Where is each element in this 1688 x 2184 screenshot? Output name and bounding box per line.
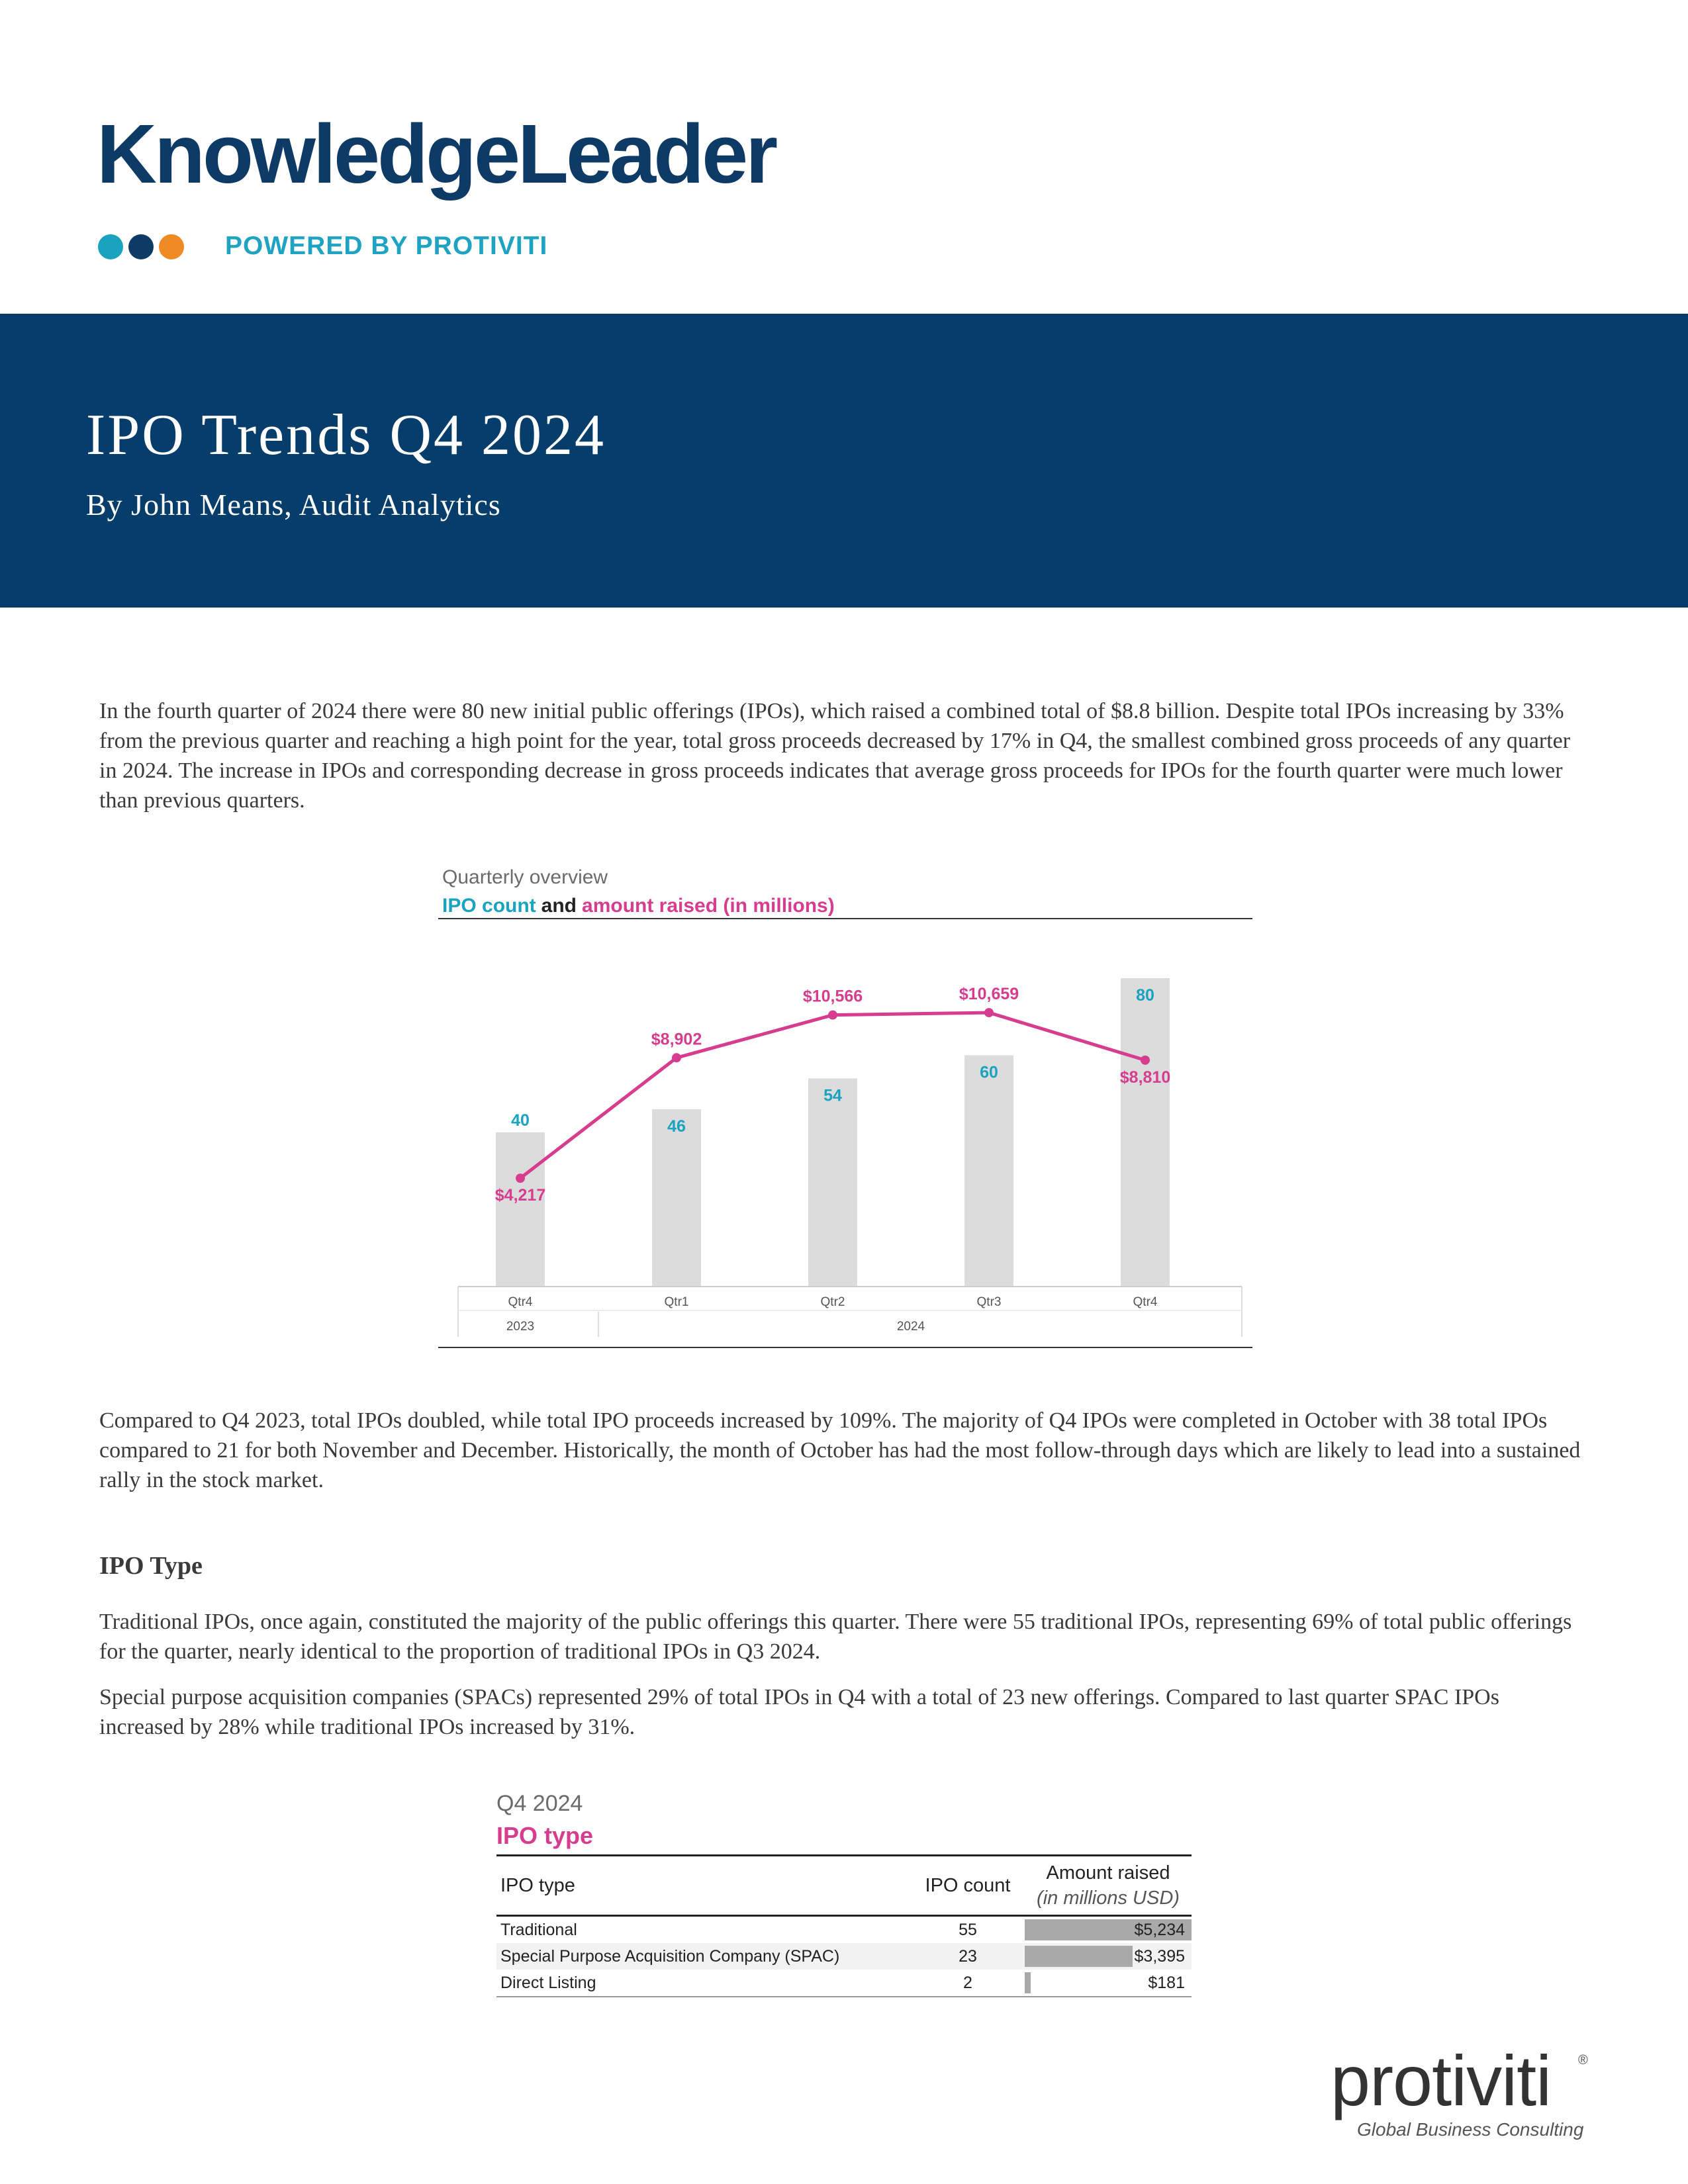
table-row — [496, 1970, 1192, 1997]
amount-point — [672, 1053, 681, 1062]
row-type: Direct Listing — [500, 1973, 596, 1992]
title-banner — [0, 314, 1688, 608]
subtitle-and: and — [541, 895, 577, 917]
amount-data-label: $4,217 — [494, 1186, 546, 1205]
amount-data-label: $10,566 — [802, 987, 863, 1006]
count-bar — [1121, 978, 1170, 1287]
count-bar — [964, 1056, 1013, 1287]
row-amount: $3,395 — [1134, 1946, 1185, 1966]
count-bar — [652, 1109, 701, 1287]
dot-orange-icon — [159, 234, 184, 259]
count-bar — [808, 1078, 857, 1287]
row-count: 55 — [959, 1920, 977, 1939]
header-amount-label: Amount raised — [1046, 1862, 1170, 1884]
header-ipo-count: IPO count — [925, 1874, 1011, 1896]
count-data-label: 54 — [823, 1086, 842, 1105]
row-amount-cell — [1025, 1943, 1192, 1970]
table-title: IPO type — [496, 1822, 594, 1849]
protiviti-logo — [1331, 2040, 1595, 2140]
dot-navy-icon — [128, 234, 154, 259]
row-amount-cell — [1025, 1916, 1192, 1944]
table-row — [496, 1916, 1192, 1944]
table-period: Q4 2024 — [496, 1791, 583, 1816]
registered-mark: ® — [1578, 2053, 1588, 2068]
knowledgeleader-logo: KnowledgeLeader — [97, 107, 776, 201]
x-tick-label: Qtr2 — [820, 1295, 845, 1309]
table-header-row — [496, 1856, 1192, 1916]
x-tick-label: Qtr1 — [664, 1295, 689, 1309]
ipo-type-table — [496, 1854, 1192, 1997]
comparison-paragraph: Compared to Q4 2023, total IPOs doubled, while total IPO proceeds increased by 109%. The majority of Q4 IPOs were completed in October with 38 total IPOs compared to 21 for both November and December. Historically, the month of October has had the most follow-through days which are likely to lead into a sustained rally in the stock market. — [99, 1408, 1581, 1492]
amount-data-label: $10,659 — [959, 985, 1019, 1004]
subtitle-amount: amount raised (in millions) — [582, 895, 835, 917]
row-amount: $181 — [1148, 1973, 1185, 1992]
header-amount — [1025, 1856, 1192, 1916]
table-row — [496, 1943, 1192, 1970]
row-count: 2 — [963, 1973, 972, 1992]
chart-subtitle — [442, 895, 835, 917]
count-data-label: 60 — [980, 1063, 998, 1082]
spac-paragraph: Special purpose acquisition companies (SPACs) represented 29% of total IPOs in Q4 with a total of 23 new offerings. Compared to last quarter SPAC IPOs increased by 28% while traditional IPOs increased by 31%. — [99, 1685, 1499, 1739]
page-title: IPO Trends Q4 2024 — [86, 403, 606, 467]
x-tick-label: Qtr4 — [1133, 1295, 1158, 1309]
section-heading-ipo-type: IPO Type — [99, 1552, 203, 1580]
header-amount-unit: (in millions USD) — [1037, 1888, 1180, 1909]
quarterly-overview-chart — [424, 860, 1258, 1350]
amount-data-label: $8,810 — [1119, 1068, 1171, 1087]
protiviti-wordmark: protiviti — [1331, 2040, 1552, 2120]
ipo-type-table-block — [496, 1792, 1192, 1997]
amount-point — [984, 1008, 994, 1017]
byline: By John Means, Audit Analytics — [86, 488, 501, 522]
year-group-label: 2024 — [896, 1320, 925, 1334]
amount-point — [1141, 1056, 1150, 1065]
powered-by-tagline: POWERED BY PROTIVITI — [225, 232, 548, 260]
intro-paragraph: In the fourth quarter of 2024 there were 80 new initial public offerings (IPOs), which raised a combined total of $8.8 billion. Despite total IPOs increasing by 33% from the previous quarter and reaching a high point for the year, total gross proceeds decreased by 17% in Q4, the smallest combined gross proceeds of any quarter in 2024. The increase in IPOs and corresponding decrease in gross proceeds indicates that average gross proceeds for IPOs for the fourth quarter were much lower than previous quarters. — [99, 699, 1571, 813]
dot-teal-icon — [98, 234, 123, 259]
row-amount-cell — [1025, 1970, 1192, 1997]
count-data-label: 80 — [1136, 986, 1154, 1005]
amount-data-label: $8,902 — [651, 1030, 702, 1049]
count-data-label: 40 — [511, 1111, 530, 1130]
row-type: Special Purpose Acquisition Company (SPAC) — [500, 1946, 840, 1966]
subtitle-count: IPO count — [442, 895, 536, 917]
traditional-paragraph: Traditional IPOs, once again, constituted the majority of the public offerings this quarter. There were 55 traditional IPOs, representing 69% of total public offerings for the quarter, nearly identical to the proportion of traditional IPOs in Q3 2024. — [99, 1610, 1572, 1664]
row-amount: $5,234 — [1134, 1920, 1185, 1939]
year-group-label: 2023 — [506, 1320, 535, 1334]
amount-point — [828, 1011, 837, 1020]
row-type: Traditional — [500, 1920, 577, 1939]
header-ipo-type: IPO type — [500, 1874, 575, 1896]
x-tick-label: Qtr4 — [508, 1295, 533, 1309]
protiviti-tagline: Global Business Consulting — [1357, 2119, 1584, 2140]
chart-title: Quarterly overview — [442, 866, 608, 888]
row-count: 23 — [959, 1946, 977, 1966]
count-data-label: 46 — [667, 1117, 686, 1136]
count-bar — [496, 1132, 545, 1287]
x-tick-label: Qtr3 — [976, 1295, 1002, 1309]
amount-point — [516, 1173, 525, 1183]
